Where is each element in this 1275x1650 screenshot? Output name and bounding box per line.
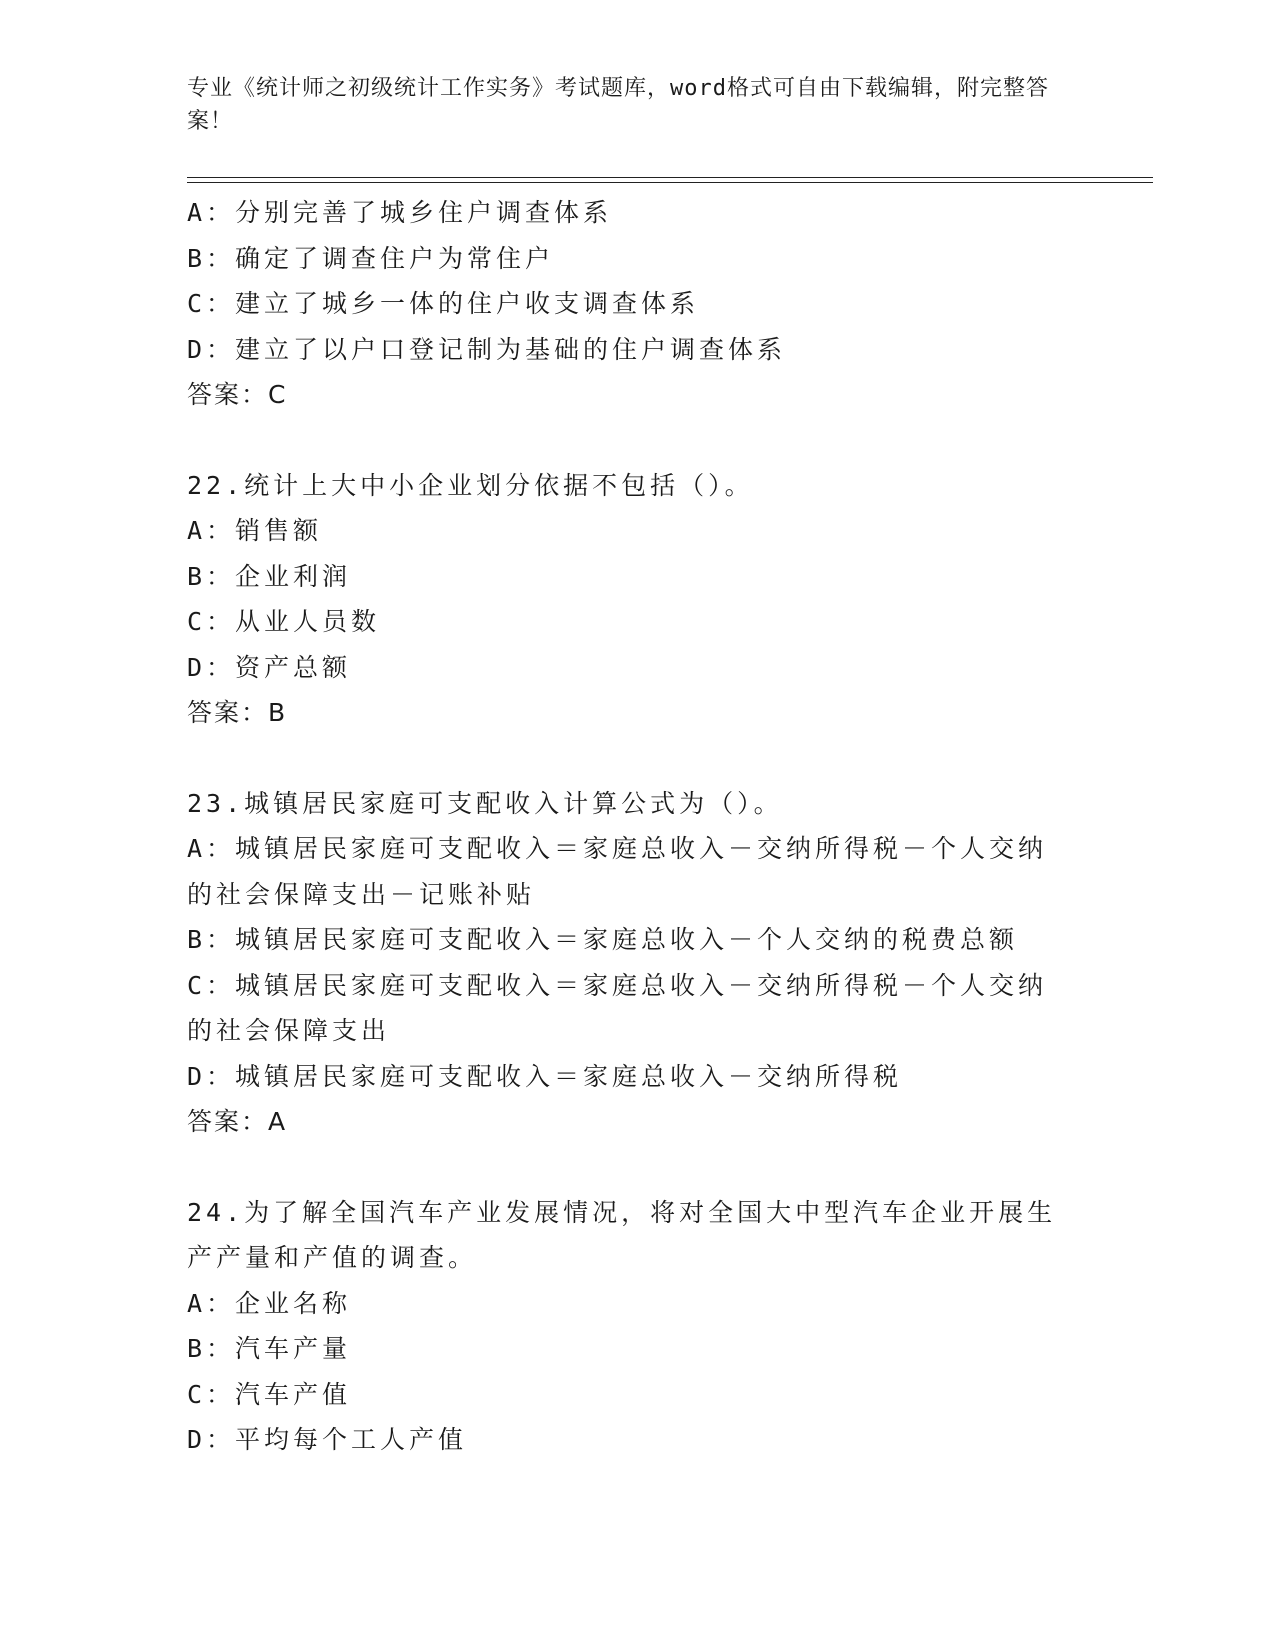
option-a: A：分别完善了城乡住户调查体系 <box>187 198 613 227</box>
spacer <box>187 1145 1067 1190</box>
option-b: B：企业利润 <box>187 561 352 591</box>
question-text: 22.统计上大中小企业划分依据不包括（）。 <box>187 470 754 500</box>
question-23-block <box>187 781 1067 1145</box>
option-d: D：平均每个工人产值 <box>187 1425 468 1454</box>
option-b: B：汽车产量 <box>187 1334 352 1363</box>
question-text: 24.为了解全国汽车产业发展情况，将对全国大中型汽车企业开展生产产量和产值的调查。 <box>187 1197 1057 1272</box>
option-d: D：城镇居民家庭可支配收入＝家庭总收入－交纳所得税 <box>187 1061 903 1091</box>
option-a: A：城镇居民家庭可支配收入＝家庭总收入－交纳所得税－个人交纳的社会保障支出－记账补贴 <box>187 834 1048 909</box>
option-c: C：建立了城乡一体的住户收支调查体系 <box>187 289 700 318</box>
spacer <box>187 736 1067 781</box>
question-21-block <box>187 190 1067 418</box>
document-header <box>187 72 1067 138</box>
question-list <box>187 190 1067 1463</box>
spacer <box>187 418 1067 463</box>
question-24-block <box>187 1190 1067 1463</box>
option-a: A：销售额 <box>187 516 323 545</box>
option-c: C：汽车产值 <box>187 1379 352 1409</box>
option-d: D：建立了以户口登记制为基础的住户调查体系 <box>187 334 787 364</box>
option-c: C：城镇居民家庭可支配收入＝家庭总收入－交纳所得税－个人交纳的社会保障支出 <box>187 970 1048 1045</box>
answer-text: 答案：C <box>187 380 288 409</box>
question-text: 23.城镇居民家庭可支配收入计算公式为（）。 <box>187 788 783 818</box>
option-b: B：确定了调查住户为常住户 <box>187 243 555 273</box>
header-divider-top <box>187 177 1153 178</box>
option-b: B：城镇居民家庭可支配收入＝家庭总收入－个人交纳的税费总额 <box>187 925 1019 954</box>
header-divider-bottom <box>187 182 1153 183</box>
answer-text: 答案：B <box>187 698 288 727</box>
question-22-block <box>187 463 1067 736</box>
option-d: D：资产总额 <box>187 652 352 682</box>
option-c: C：从业人员数 <box>187 607 381 636</box>
header-text: 专业《统计师之初级统计工作实务》考试题库，word格式可自由下载编辑，附完整答案！ <box>187 76 1049 134</box>
option-a: A：企业名称 <box>187 1288 352 1318</box>
answer-text: 答案：A <box>187 1107 288 1136</box>
